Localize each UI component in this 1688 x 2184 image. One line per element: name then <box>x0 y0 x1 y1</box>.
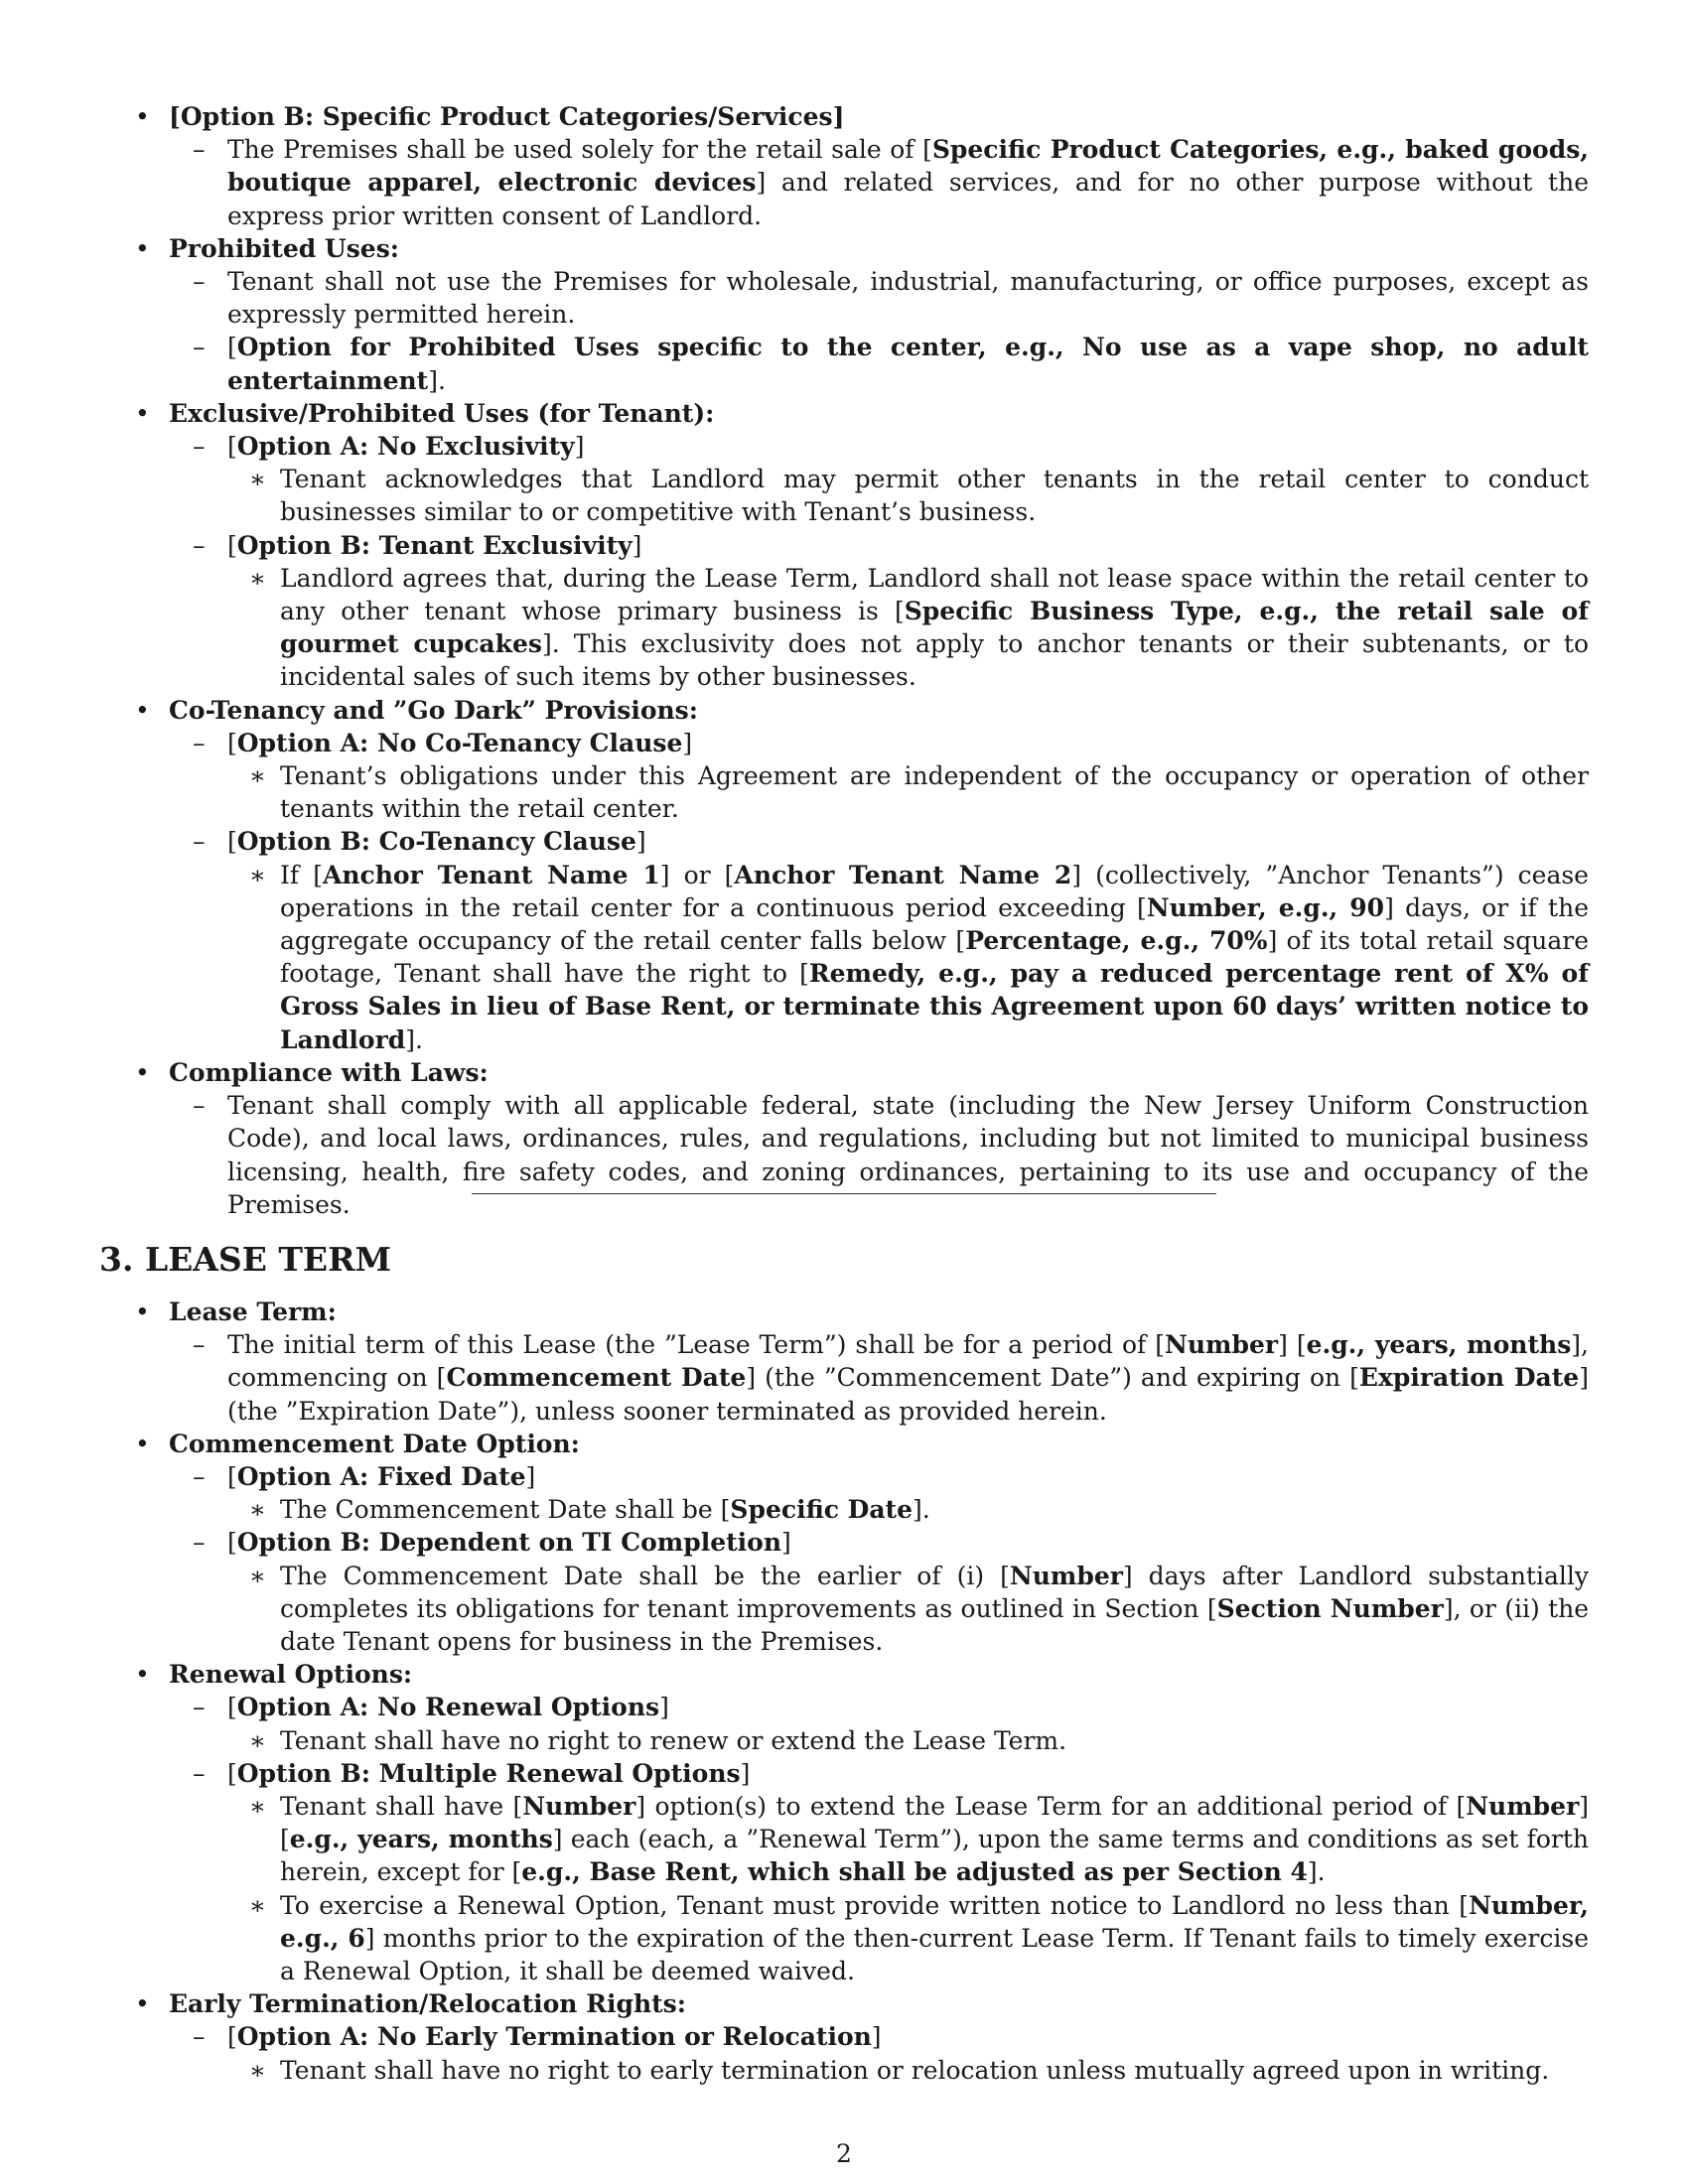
use-provisions <box>99 100 1589 1221</box>
placeholder-field: Number, e.g., 6 <box>280 1890 1589 1953</box>
placeholder-field: Anchor Tenant Name 1 <box>322 860 660 889</box>
item-label: Renewal Options: <box>169 1660 413 1690</box>
placeholder-field: Percentage, e.g., 70% <box>965 926 1268 956</box>
section-heading: 3. LEASE TERM <box>99 1240 392 1279</box>
placeholder-field: Number <box>1009 1561 1123 1590</box>
list-item <box>99 1658 1589 1987</box>
option-item: – [Option A: Fixed Date] ∗ The Commencement Date shall be [Specific Date]. <box>169 1460 1589 1526</box>
item-label: Exclusive/Prohibited Uses (for Tenant): <box>169 398 715 428</box>
item-label: Prohibited Uses: <box>169 233 400 263</box>
option-detail: ∗ Tenant shall have no right to early termination or relocation unless mutually agreed upon in writing. <box>227 2054 1589 2087</box>
option-label: Option B: Multiple Renewal Options <box>236 1758 741 1788</box>
option-item: – [Option B: Tenant Exclusivity] ∗ Landlord agrees that, during the Lease Term, Landlord shall not lease space within the retail center to any other tenant whose primary business is [Specific Business Type, e.g., the retail sale of gourmet cupcakes]. This exclusivity does not apply to anchor tenants or their subtenants, or to incidental sales of such items by other businesses. <box>169 529 1589 694</box>
placeholder-field: Remedy, e.g., pay a reduced percentage rent of X% of Gross Sales in lieu of Base Rent, or terminate this Agreement upon 60 days’ written notice to Landlord <box>280 959 1589 1054</box>
option-detail: ∗ To exercise a Renewal Option, Tenant must provide written notice to Landlord no less than [Number, e.g., 6] months prior to the expiration of the then-current Lease Term. If Tenant fails to timely exercise a Renewal Option, it shall be deemed waived. <box>227 1889 1589 1988</box>
option-detail: ∗ Landlord agrees that, during the Lease Term, Landlord shall not lease space within the retail center to any other tenant whose primary business is [Specific Business Type, e.g., the retail sale of gourmet cupcakes]. This exclusivity does not apply to anchor tenants or their subtenants, or to incidental sales of such items by other businesses. <box>227 562 1589 694</box>
option-label: Option B: Co-Tenancy Clause <box>236 827 636 857</box>
option-label: Option A: Fixed Date <box>236 1462 526 1492</box>
option-item: – [Option B: Co-Tenancy Clause] ∗ If [Anchor Tenant Name 1] or [Anchor Tenant Name 2] (collectively, ”Anchor Tenants”) cease operations in the retail center for a continuous period exceeding [Number, e.g., 90] days, or if the aggregate occupancy of the retail center falls below [Percentage, e.g., 70%] of its total retail square footage, Tenant shall have the right to [Remedy, e.g., pay a reduced percentage rent of X% of Gross Sales in lieu of Base Rent, or terminate this Agreement upon 60 days’ written notice to Landlord]. <box>169 825 1589 1055</box>
option-label: Option A: No Co-Tenancy Clause <box>236 728 683 757</box>
placeholder-field: e.g., years, months <box>289 1825 553 1854</box>
sub-item: – The initial term of this Lease (the ”Lease Term”) shall be for a period of [Number] [e.g., years, months], commencing on [Commencement Date] (the ”Commencement Date”) and expiring on [Expiration Date] (the ”Expiration Date”), unless sooner terminated as provided herein. <box>169 1328 1589 1428</box>
option-item: – [Option A: No Early Termination or Relocation] ∗ Tenant shall have no right to early termination or relocation unless mutually agreed upon in writing. <box>169 2020 1589 2086</box>
placeholder-field: Number <box>522 1792 636 1822</box>
placeholder-field: e.g., Base Rent, which shall be adjusted as per Section 4 <box>521 1857 1308 1887</box>
list-item <box>99 1428 1589 1658</box>
option-item: – [Option B: Dependent on TI Completion] ∗ The Commencement Date shall be the earlier of (i) [Number] days after Landlord substantially completes its obligations for tenant improvements as outlined in Section [Section Number], or (ii) the date Tenant opens for business in the Premises. <box>169 1526 1589 1658</box>
item-label: [Option B: Specific Product Categories/Services] <box>169 102 845 131</box>
option-item: – [Option A: No Co-Tenancy Clause] ∗ Tenant’s obligations under this Agreement are independent of the occupancy or operation of other tenants within the retail center. <box>169 727 1589 826</box>
option-label: Option A: No Renewal Options <box>236 1693 660 1722</box>
sub-item: – The Premises shall be used solely for the retail sale of [Specific Product Categories, e.g., baked goods, boutique apparel, electronic devices] and related services, and for no other purpose without the express prior written consent of Landlord. <box>169 133 1589 232</box>
placeholder-field: Specific Business Type, e.g., the retail sale of gourmet cupcakes <box>280 597 1589 659</box>
option-detail: ∗ Tenant acknowledges that Landlord may permit other tenants in the retail center to conduct businesses similar to or competitive with Tenant’s business. <box>227 463 1589 528</box>
placeholder-field: Commencement Date <box>446 1363 747 1393</box>
lease-term-section <box>99 1296 1589 2087</box>
option-label: Option A: No Exclusivity <box>236 432 575 462</box>
list-item <box>99 232 1589 397</box>
item-label: Compliance with Laws: <box>169 1057 489 1087</box>
item-label: Co-Tenancy and ”Go Dark” Provisions: <box>169 695 698 725</box>
option-detail: ∗ Tenant shall have no right to renew or extend the Lease Term. <box>227 1724 1589 1757</box>
placeholder-field: Number <box>1466 1792 1580 1822</box>
placeholder-field: Anchor Tenant Name 2 <box>734 860 1072 889</box>
section-divider <box>472 1193 1216 1194</box>
placeholder-field: Section Number <box>1216 1593 1444 1623</box>
option-item: – [Option B: Multiple Renewal Options] ∗ Tenant shall have [Number] option(s) to extend the Lease Term for an additional period of [Number] [e.g., years, months] each (each, a ”Renewal Term”), upon the same terms and conditions as set forth herein, except for [e.g., Base Rent, which shall be adjusted as per Section 4]. ∗ To exercise a Renewal Option, Tenant must provide written notice to Landlord no less than [Number, e.g., 6] months prior to the expiration of the then-current Lease Term. If Tenant fails to timely exercise a Renewal Option, it shall be deemed waived. <box>169 1757 1589 1987</box>
option-item: – [Option A: No Renewal Options] ∗ Tenant shall have no right to renew or extend the Lease Term. <box>169 1691 1589 1756</box>
list-item <box>99 1296 1589 1428</box>
sub-item: – Tenant shall not use the Premises for wholesale, industrial, manufacturing, or office purposes, except as expressly permitted herein. <box>169 265 1589 331</box>
option-detail: ∗ Tenant’s obligations under this Agreement are independent of the occupancy or operation of other tenants within the retail center. <box>227 759 1589 825</box>
option-label: Option B: Tenant Exclusivity <box>236 530 633 560</box>
placeholder-field: Expiration Date <box>1358 1363 1580 1393</box>
item-label: Commencement Date Option: <box>169 1429 580 1458</box>
option-detail: ∗ If [Anchor Tenant Name 1] or [Anchor Tenant Name 2] (collectively, ”Anchor Tenants”) cease operations in the retail center for a continuous period exceeding [Number, e.g., 90] days, or if the aggregate occupancy of the retail center falls below [Percentage, e.g., 70%] of its total retail square footage, Tenant shall have the right to [Remedy, e.g., pay a reduced percentage rent of X% of Gross Sales in lieu of Base Rent, or terminate this Agreement upon 60 days’ written notice to Landlord]. <box>227 859 1589 1056</box>
sub-item: – Tenant shall comply with all applicable federal, state (including the New Jersey Uniform Construction Code), and local laws, ordinances, rules, and regulations, including but not limited to municipal business licensing, health, fire safety codes, and zoning ordinances, pertaining to its use and occupancy of the Premises. <box>169 1089 1589 1221</box>
list-item <box>99 100 1589 232</box>
list-item <box>99 1987 1589 2087</box>
placeholder-field: Option for Prohibited Uses specific to the center, e.g., No use as a vape shop, no adult entertainment <box>227 333 1589 395</box>
option-label: Option B: Dependent on TI Completion <box>236 1528 782 1558</box>
option-item: – [Option A: No Exclusivity] ∗ Tenant acknowledges that Landlord may permit other tenants in the retail center to conduct businesses similar to or competitive with Tenant’s business. <box>169 430 1589 529</box>
sub-item: – [Option for Prohibited Uses specific to the center, e.g., No use as a vape shop, no adult entertainment]. <box>169 331 1589 396</box>
option-detail: ∗ Tenant shall have [Number] option(s) to extend the Lease Term for an additional period of [Number] [e.g., years, months] each (each, a ”Renewal Term”), upon the same terms and conditions as set forth herein, except for [e.g., Base Rent, which shall be adjusted as per Section 4]. <box>227 1790 1589 1889</box>
option-label: Option A: No Early Termination or Relocation <box>236 2022 872 2052</box>
placeholder-field: Specific Date <box>730 1495 913 1525</box>
option-detail: ∗ The Commencement Date shall be [Specific Date]. <box>227 1493 1589 1526</box>
list-item <box>99 1056 1589 1221</box>
item-label: Early Termination/Relocation Rights: <box>169 1989 686 2019</box>
list-item <box>99 397 1589 694</box>
placeholder-field: Number, e.g., 90 <box>1146 892 1385 922</box>
page-number: 2 <box>836 2139 852 2168</box>
item-label: Lease Term: <box>169 1297 337 1326</box>
placeholder-field: e.g., years, months <box>1306 1330 1572 1360</box>
list-item <box>99 694 1589 1056</box>
placeholder-field: Specific Product Categories, e.g., baked goods, boutique apparel, electronic devices <box>227 135 1589 198</box>
option-detail: ∗ The Commencement Date shall be the earlier of (i) [Number] days after Landlord substantially completes its obligations for tenant improvements as outlined in Section [Section Number], or (ii) the date Tenant opens for business in the Premises. <box>227 1560 1589 1659</box>
placeholder-field: Number <box>1165 1330 1279 1360</box>
